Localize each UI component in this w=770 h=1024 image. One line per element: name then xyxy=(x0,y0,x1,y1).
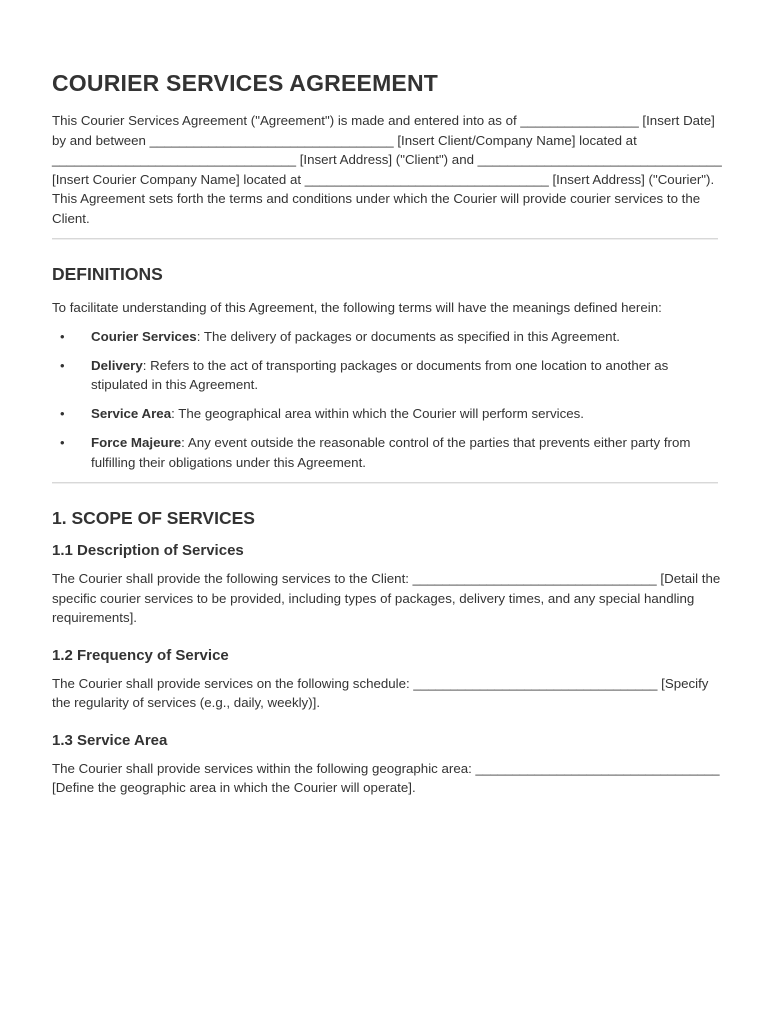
definition-term: Force Majeure xyxy=(91,435,182,450)
bullet-icon: • xyxy=(60,328,65,344)
definition-text: : Refers to the act of transporting packages or documents from one location to another as stipulated in this Agreement. xyxy=(91,357,669,392)
definition-item xyxy=(52,433,722,472)
definitions-heading: DEFINITIONS xyxy=(52,264,163,284)
definition-text: : The geographical area within which the Courier will perform services. xyxy=(171,406,584,421)
subsection-text: The Courier shall provide services on the following schedule: _________________________________ [Specify the regularity of services (e.g., daily, weekly)]. xyxy=(52,675,709,710)
bullet-icon: • xyxy=(60,435,65,450)
subsection-frequency xyxy=(52,647,722,713)
document-page xyxy=(52,70,722,817)
definition-item xyxy=(52,356,722,395)
subsection-service-area xyxy=(52,732,722,798)
definition-text: : The delivery of packages or documents as specified in this Agreement. xyxy=(196,328,620,344)
definitions-list xyxy=(52,327,722,473)
definition-item xyxy=(52,404,722,424)
definition-term: Courier Services xyxy=(91,328,197,344)
intro-paragraph: This Courier Services Agreement ("Agreement") is made and entered into as of ________________ [Insert Date] by and between _________________________________ [Insert Client/Company Name] located at _________________________________ [Insert Address] ("Client") and _________________________________ [Insert Courier Company Name] located at _________________________________ [Insert Address] ("Courier"). This Agreement sets forth the terms and conditions under which the Courier will provide courier services to the Client. xyxy=(52,113,722,226)
definition-term: Delivery xyxy=(91,357,143,373)
document-title: COURIER SERVICES AGREEMENT xyxy=(52,70,439,96)
subsection-text: The Courier shall provide the following services to the Client: _________________________________ [Detail the specific courier services to be provided, including types of packages, delivery times, and any special handling requirements]. xyxy=(52,571,721,625)
section-divider xyxy=(52,482,718,484)
bullet-icon: • xyxy=(60,357,65,373)
section-divider xyxy=(52,238,718,240)
subsection-heading: 1.2 Frequency of Service xyxy=(52,646,229,664)
definition-text: : Any event outside the reasonable control of the parties that prevents either party from fulfilling their obligations under this Agreement. xyxy=(91,435,691,470)
subsection-heading: 1.1 Description of Services xyxy=(52,542,244,559)
subsection-heading: 1.3 Service Area xyxy=(52,731,168,749)
subsection-text: The Courier shall provide services within the following geographic area: _________________________________ [Define the geographic area in which the Courier will operate]. xyxy=(52,760,720,795)
definition-item xyxy=(52,327,722,347)
definition-term: Service Area xyxy=(91,406,172,421)
subsection-description xyxy=(52,542,722,628)
bullet-icon: • xyxy=(60,406,65,421)
scope-heading: 1. SCOPE OF SERVICES xyxy=(52,508,255,528)
definitions-lead: To facilitate understanding of this Agreement, the following terms will have the meanings defined herein: xyxy=(52,300,662,315)
